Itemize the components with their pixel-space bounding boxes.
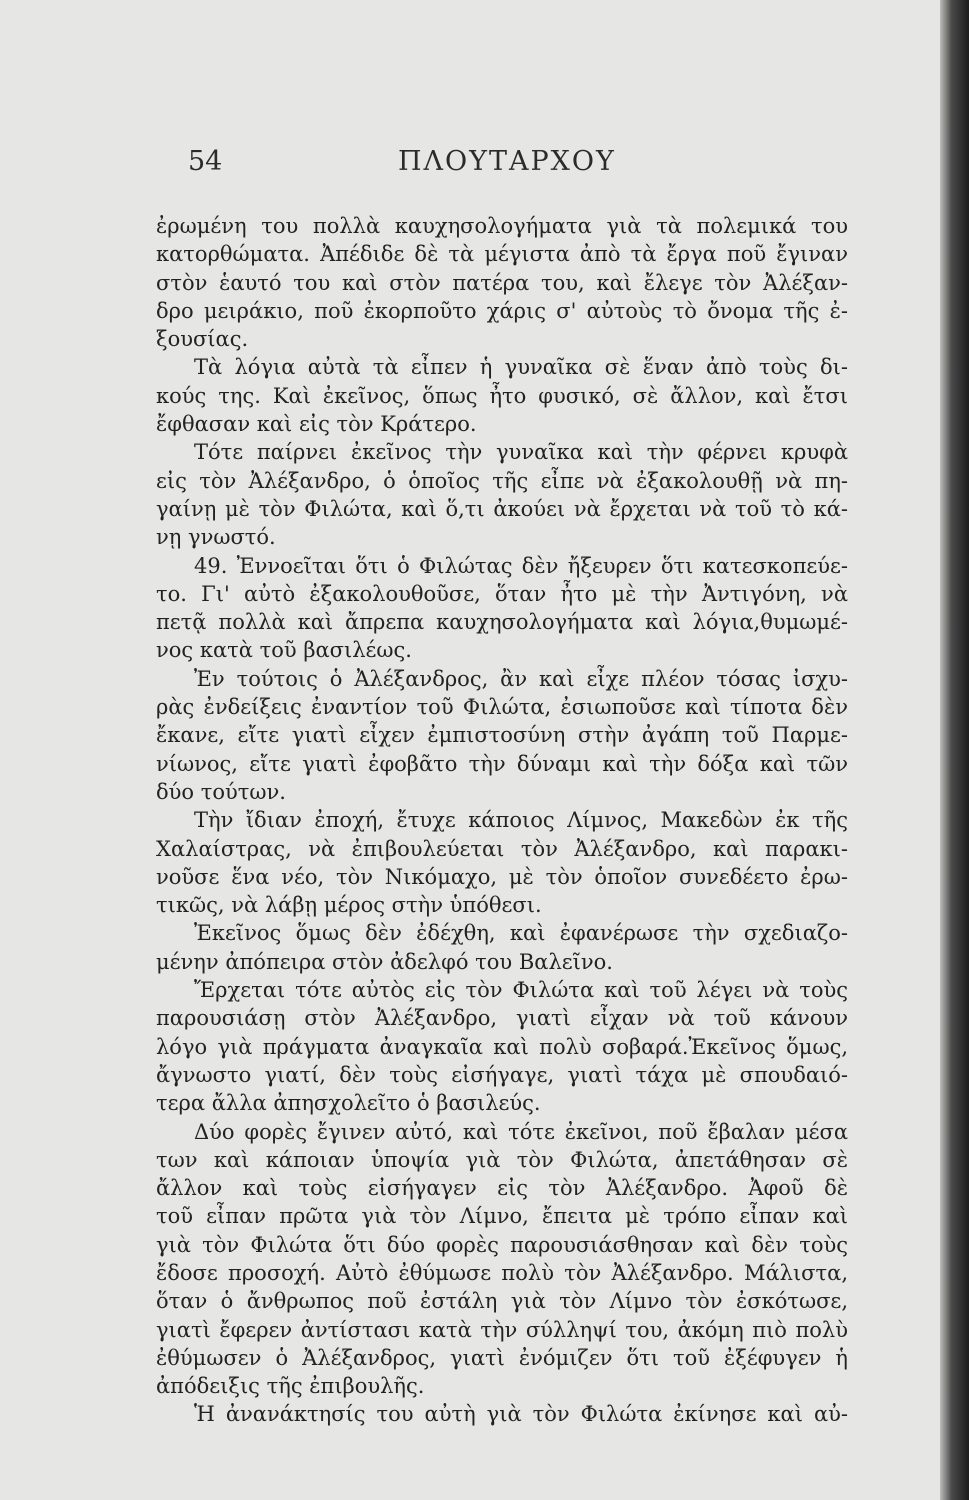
text-line: νῃ γνωστό. [156,525,276,550]
text-line: Χαλαίστρας, νὰ ἐπιβουλεύεται τὸν Ἀλέξανδρο, καὶ παρακι- [156,836,848,861]
text-line: Τὴν ἴδιαν ἐποχή, ἔτυχε κάποιος Λίμνος, Μακεδὼν ἐκ τῆς [194,808,848,833]
page-edge-shadow [940,0,969,1500]
text-line: τοῦ εἶπαν πρῶτα γιὰ τὸν Λίμνο, ἔπειτα μὲ τρόπο εἶπαν καὶ [156,1204,848,1229]
text-line: Τότε παίρνει ἐκεῖνος τὴν γυναῖκα καὶ τὴν φέρνει κρυφὰ [194,440,848,465]
text-line: ἔφθασαν καὶ εἰς τὸν Κράτερο. [156,412,477,437]
text-line: λόγο γιὰ πράγματα ἀναγκαῖα καὶ πολὺ σοβαρά.Ἐκεῖνος ὅμως, [156,1034,848,1059]
text-line: Τὰ λόγια αὐτὰ τὰ εἶπεν ἡ γυναῖκα σὲ ἕναν ἀπὸ τοὺς δι- [194,355,848,380]
text-line: τερα ἄλλα ἀπησχολεῖτο ὁ βασιλεύς. [156,1091,541,1116]
text-line: κατορθώματα. Ἀπέδιδε δὲ τὰ μέγιστα ἀπὸ τὰ ἔργα ποῦ ἔγιναν [156,242,848,267]
text-line: ρὰς ἐνδείξεις ἐναντίον τοῦ Φιλώτα, ἐσιωποῦσε καὶ τίποτα δὲν [156,695,848,720]
text-line: τικῶς, νὰ λάβῃ μέρος στὴν ὑπόθεσι. [156,893,542,918]
text-line: κούς της. Καὶ ἐκεῖνος, ὅπως ἦτο φυσικό, σὲ ἄλλον, καὶ ἔτσι [156,383,848,408]
text-line: των καὶ κάποιαν ὑποψία γιὰ τὸν Φιλώτα, ἀπετάθησαν σὲ [156,1147,848,1172]
text-line: ἔδοσε προσοχή. Αὐτὸ ἐθύμωσε πολὺ τὸν Ἀλέξανδρο. Μάλιστα, [156,1260,848,1285]
running-title: ΠΛΟΥΤΑΡΧΟΥ [398,146,616,177]
page-number: 54 [188,146,223,177]
text-line: ἔκανε, εἴτε γιατὶ εἶχεν ἐμπιστοσύνη στὴν ἀγάπη τοῦ Παρμε- [156,723,848,748]
text-line: παρουσιάσῃ στὸν Ἀλέξανδρο, γιατὶ εἶχαν νὰ τοῦ κάνουν [156,1006,848,1031]
text-line: γιὰ τὸν Φιλώτα ὅτι δύο φορὲς παρουσιάσθησαν καὶ δὲν τοὺς [156,1232,848,1257]
text-line: ξουσίας. [156,327,249,352]
body-text [156,212,848,1429]
text-line: γιατὶ ἔφερεν ἀντίστασι κατὰ τὴν σύλληψί του, ἀκόμη πιὸ πολὺ [156,1317,848,1342]
text-line: ἄλλον καὶ τοὺς εἰσήγαγεν εἰς τὸν Ἀλέξανδρο. Ἀφοῦ δὲ [156,1176,848,1201]
text-line: νος κατὰ τοῦ βασιλέως. [156,638,412,663]
text-line: πετᾷ πολλὰ καὶ ἄπρεπα καυχησολογήματα καὶ λόγια,θυμωμέ- [156,610,848,635]
text-line: Ἡ ἀνανάκτησίς του αὐτὴ γιὰ τὸν Φιλώτα ἐκίνησε καὶ αὐ- [194,1402,848,1427]
text-line: ἐρωμένη του πολλὰ καυχησολογήματα γιὰ τὰ πολεμικά του [156,214,848,238]
page-header [188,146,858,186]
text-line: ὅταν ὁ ἄνθρωπος ποῦ ἐστάλη γιὰ τὸν Λίμνο τὸν ἐσκότωσε, [156,1289,848,1314]
text-line: ἐθύμωσεν ὁ Ἀλέξανδρος, γιατὶ ἐνόμιζεν ὅτι τοῦ ἐξέφυγεν ἡ [156,1345,848,1370]
text-line: Δύο φορὲς ἔγινεν αὐτό, καὶ τότε ἐκεῖνοι, ποῦ ἔβαλαν μέσα [194,1119,848,1144]
text-line: γαίνῃ μὲ τὸν Φιλώτα, καὶ ὅ,τι ἀκούει νὰ ἔρχεται νὰ τοῦ τὸ κά- [156,496,848,521]
text-line: νίωνος, εἴτε γιατὶ ἐφοβᾶτο τὴν δύναμι καὶ τὴν δόξα καὶ τῶν [156,751,848,776]
text-line: Ἐκεῖνος ὅμως δὲν ἐδέχθη, καὶ ἐφανέρωσε τὴν σχεδιαζο- [194,921,848,946]
text-line: Ἔρχεται τότε αὐτὸς εἰς τὸν Φιλώτα καὶ τοῦ λέγει νὰ τοὺς [194,978,848,1003]
text-line: ἄγνωστο γιατί, δὲν τοὺς εἰσήγαγε, γιατὶ τάχα μὲ σπουδαιό- [156,1062,848,1087]
text-line: Ἐν τούτοις ὁ Ἀλέξανδρος, ἂν καὶ εἶχε πλέον τόσας ἰσχυ- [194,666,848,691]
text-line: ἀπόδειξις τῆς ἐπιβουλῆς. [156,1374,425,1399]
text-line: μένην ἀπόπειρα στὸν ἀδελφό του Βαλεῖνο. [156,949,613,974]
text-line: νοῦσε ἕνα νέο, τὸν Νικόμαχο, μὲ τὸν ὁποῖον συνεδέετο ἐρω- [156,864,848,889]
text-line: στὸν ἑαυτό του καὶ στὸν πατέρα του, καὶ ἔλεγε τὸν Ἀλέξαν- [156,270,848,295]
text-line: εἰς τὸν Ἀλέξανδρο, ὁ ὁποῖος τῆς εἶπε νὰ ἐξακολουθῇ νὰ πη- [156,468,848,493]
text-line: δρο μειράκιο, ποῦ ἐκορποῦτο χάρις σ' αὐτοὺς τὸ ὄνομα τῆς ἐ- [156,298,848,323]
text-line: το. Γι' αὐτὸ ἐξακολουθοῦσε, ὅταν ἦτο μὲ τὴν Ἀντιγόνη, νὰ [156,581,848,606]
text-line: δύο τούτων. [156,779,286,804]
text-line: 49. Ἐννοεῖται ὅτι ὁ Φιλώτας δὲν ἤξευρεν ὅτι κατεσκοπεύε- [194,553,848,578]
